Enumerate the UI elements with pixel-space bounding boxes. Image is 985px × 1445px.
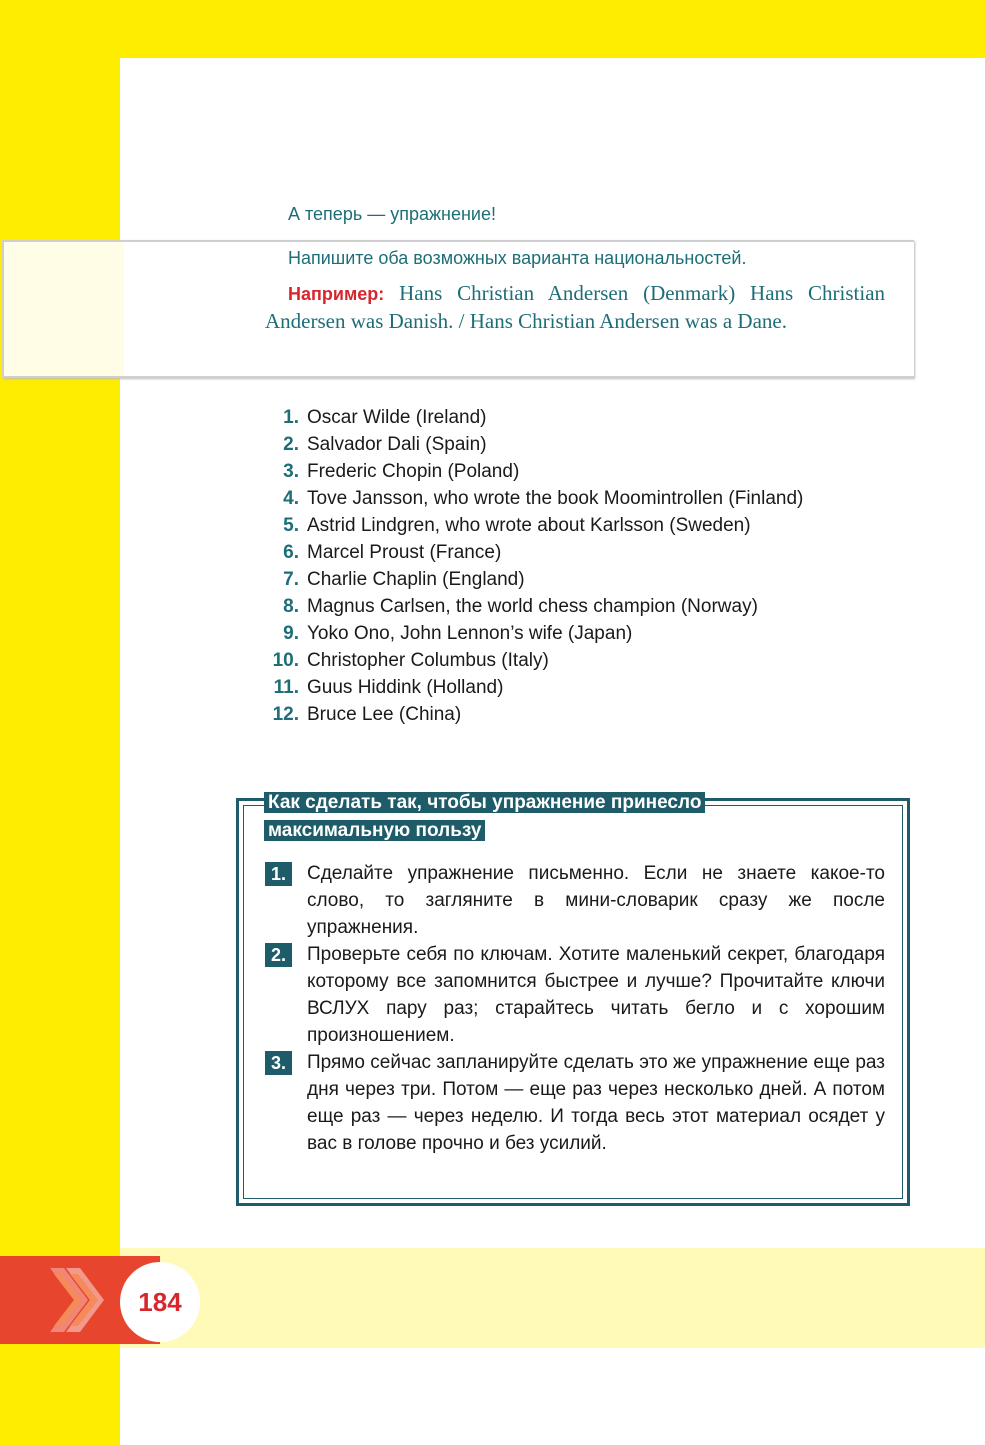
tip-text: Прямо сейчас запланируйте сделать это же упражнение еще раз дня через три. Потом — еще раз через несколько дней. А потом еще раз — через неделю. И тогда весь этот материал осядет у вас в голове прочно и без усилий. xyxy=(307,1052,885,1154)
tip-item xyxy=(265,1049,885,1157)
item-text: Salvador Dali (Spain) xyxy=(307,434,487,455)
item-number: 1. xyxy=(283,407,299,428)
list-item xyxy=(265,674,885,701)
item-number: 9. xyxy=(283,623,299,644)
tips-title-text: Как сделать так, чтобы упражнение принесло максимальную пользу xyxy=(264,792,705,841)
item-number: 4. xyxy=(283,488,299,509)
item-number: 11. xyxy=(273,677,299,698)
item-text: Christopher Columbus (Italy) xyxy=(307,650,549,671)
list-item xyxy=(265,566,885,593)
item-text: Astrid Lindgren, who wrote about Karlsson (Sweden) xyxy=(307,515,751,536)
tip-number-badge: 3. xyxy=(265,1051,292,1075)
tip-text: Сделайте упражнение письменно. Если не знаете какое-то слово, то загляните в мини-словарик сразу же после упражнения. xyxy=(307,863,885,938)
page-number: 184 xyxy=(138,1287,182,1317)
item-text: Charlie Chaplin (England) xyxy=(307,569,525,590)
item-text: Bruce Lee (China) xyxy=(307,704,462,725)
item-number: 12. xyxy=(272,704,299,725)
item-number: 10. xyxy=(272,650,299,671)
item-number: 8. xyxy=(283,596,299,617)
task-instruction: Напишите оба возможных варианта национальностей. xyxy=(288,248,747,268)
list-item xyxy=(265,647,885,674)
item-number: 6. xyxy=(283,542,299,563)
tip-number-badge: 1. xyxy=(265,862,292,886)
item-text: Magnus Carlsen, the world chess champion (Norway) xyxy=(307,596,758,617)
item-text: Marcel Proust (France) xyxy=(307,542,502,563)
list-item xyxy=(265,431,885,458)
footer-band xyxy=(120,1248,985,1348)
item-text: Guus Hiddink (Holland) xyxy=(307,677,504,698)
tip-number-badge: 2. xyxy=(265,943,292,967)
item-text: Yoko Ono, John Lennon’s wife (Japan) xyxy=(307,623,633,644)
list-item xyxy=(265,701,885,728)
list-item xyxy=(265,485,885,512)
tip-text: Проверьте себя по ключам. Хотите маленький секрет, благодаря которому все запомнится быстрее и лучше? Прочитайте ключи ВСЛУХ пару раз; старайтесь читать бегло и с хорошим произношением. xyxy=(307,944,885,1046)
tips-title xyxy=(264,789,784,845)
item-number: 7. xyxy=(283,569,299,590)
list-item xyxy=(265,512,885,539)
item-number: 3. xyxy=(283,461,299,482)
yellow-left-margin xyxy=(0,0,120,1445)
list-item xyxy=(265,404,885,431)
list-item xyxy=(265,458,885,485)
list-item xyxy=(265,593,885,620)
item-text: Tove Jansson, who wrote the book Moomintrollen (Finland) xyxy=(307,488,804,509)
list-item xyxy=(265,539,885,566)
chevron-double-icon xyxy=(40,1262,110,1338)
item-text: Frederic Chopin (Poland) xyxy=(307,461,520,482)
item-number: 5. xyxy=(283,515,299,536)
tips-list xyxy=(265,860,885,1157)
example-text: Hans Christian Andersen (Denmark) Hans Christian Andersen was Danish. / Hans Christian Andersen was a Dane. xyxy=(265,281,886,333)
item-number: 2. xyxy=(283,434,299,455)
example-block xyxy=(265,280,885,335)
item-text: Oscar Wilde (Ireland) xyxy=(307,407,487,428)
yellow-top-margin xyxy=(0,0,985,58)
tip-item xyxy=(265,941,885,1049)
exercise-list xyxy=(265,404,885,728)
intro-heading: А теперь — упражнение! xyxy=(288,204,496,224)
example-label: Например: xyxy=(288,284,385,304)
tip-item xyxy=(265,860,885,941)
list-item xyxy=(265,620,885,647)
